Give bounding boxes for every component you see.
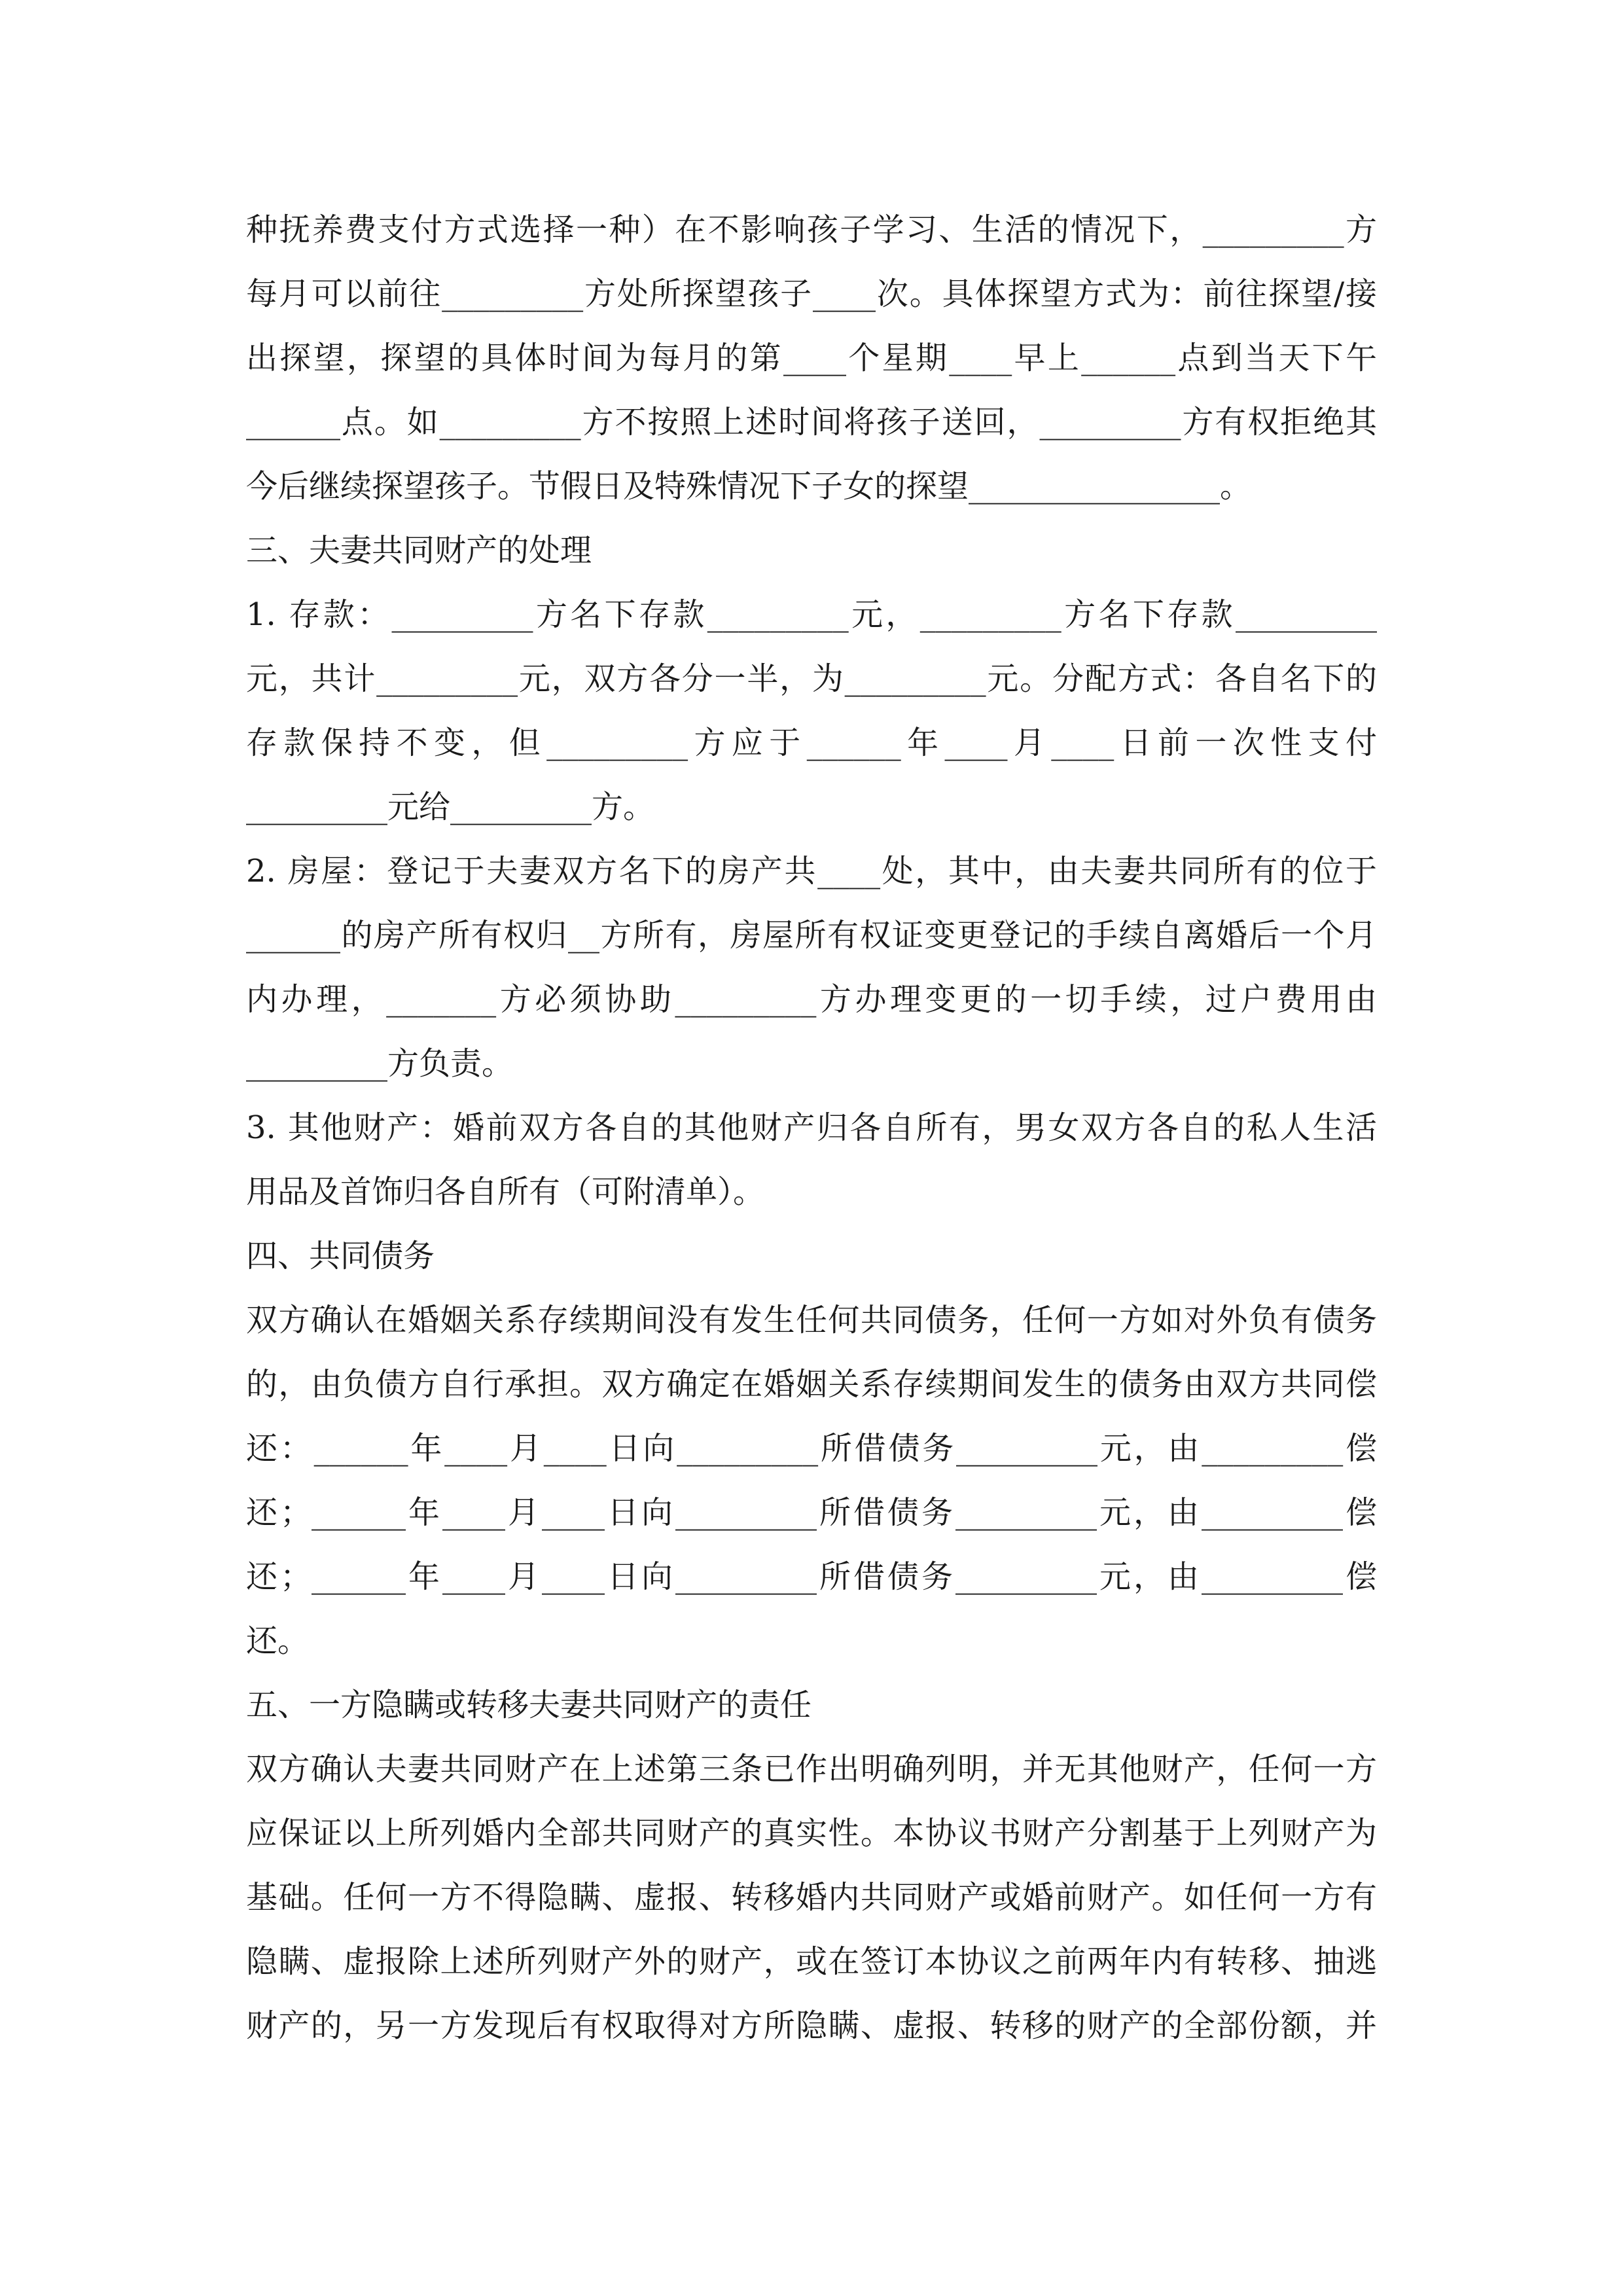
text-line: _________元给_________方。 — [246, 789, 655, 825]
text-line: 元，共计_________元，双方各分一半，为_________元。分配方式：各自名下的 — [246, 660, 1377, 697]
text-line: 1. 存款：_________方名下存款_________元，_________方名下存款_________ — [246, 596, 1377, 633]
section-heading-4: 四、共同债务 — [246, 1238, 435, 1274]
text-line: 内办理，_______方必须协助_________方办理变更的一切手续，过户费用由 — [246, 981, 1377, 1018]
text-line: 财产的，另一方发现后有权取得对方所隐瞒、虚报、转移的财产的全部份额，并 — [246, 2007, 1377, 2044]
section-heading-5: 五、一方隐瞒或转移夫妻共同财产的责任 — [246, 1687, 812, 1723]
text-line: 还；______年____月____日向_________所借债务_________元，由_________偿 — [246, 1494, 1377, 1531]
text-line: 基础。任何一方不得隐瞒、虚报、转移婚内共同财产或婚前财产。如任何一方有 — [246, 1879, 1377, 1916]
text-line: 还：______年____月____日向_________所借债务_________元，由_________偿 — [246, 1430, 1377, 1467]
text-line: 用品及首饰归各自所有（可附清单）。 — [246, 1174, 765, 1210]
text-line: 存款保持不变，但_________方应于______年____月____日前一次性支付 — [246, 725, 1377, 761]
document-body — [246, 198, 1377, 2058]
text-line: 今后继续探望孩子。节假日及特殊情况下子女的探望________________。 — [246, 468, 1252, 505]
text-line: ______点。如_________方不按照上述时间将孩子送回，_________方有权拒绝其 — [246, 404, 1377, 440]
text-line: 种抚养费支付方式选择一种）在不影响孩子学习、生活的情况下，_________方 — [246, 211, 1377, 248]
section-heading-3: 三、夫妻共同财产的处理 — [246, 532, 592, 569]
text-line: 双方确认夫妻共同财产在上述第三条已作出明确列明，并无其他财产，任何一方 — [246, 1751, 1377, 1787]
text-line: 双方确认在婚姻关系存续期间没有发生任何共同债务，任何一方如对外负有债务 — [246, 1302, 1377, 1338]
text-line: _________方负责。 — [246, 1045, 514, 1082]
text-line: 2. 房屋：登记于夫妻双方名下的房产共____处，其中，由夫妻共同所有的位于 — [246, 853, 1377, 889]
text-line: 3. 其他财产：婚前双方各自的其他财产归各自所有，男女双方各自的私人生活 — [246, 1109, 1377, 1146]
text-line: 应保证以上所列婚内全部共同财产的真实性。本协议书财产分割基于上列财产为 — [246, 1815, 1377, 1852]
text-line: 每月可以前往_________方处所探望孩子____次。具体探望方式为：前往探望/接 — [246, 276, 1377, 312]
text-line: 还。 — [246, 1623, 310, 1659]
text-line: 的，由负债方自行承担。双方确定在婚姻关系存续期间发生的债务由双方共同偿 — [246, 1366, 1377, 1403]
text-line: ______的房产所有权归__方所有，房屋所有权证变更登记的手续自离婚后一个月 — [246, 917, 1377, 954]
text-line: 隐瞒、虚报除上述所列财产外的财产，或在签订本协议之前两年内有转移、抽逃 — [246, 1943, 1377, 1980]
text-line: 还；______年____月____日向_________所借债务_________元，由_________偿 — [246, 1558, 1377, 1595]
text-line: 出探望，探望的具体时间为每月的第____个星期____早上______点到当天下午 — [246, 340, 1377, 376]
